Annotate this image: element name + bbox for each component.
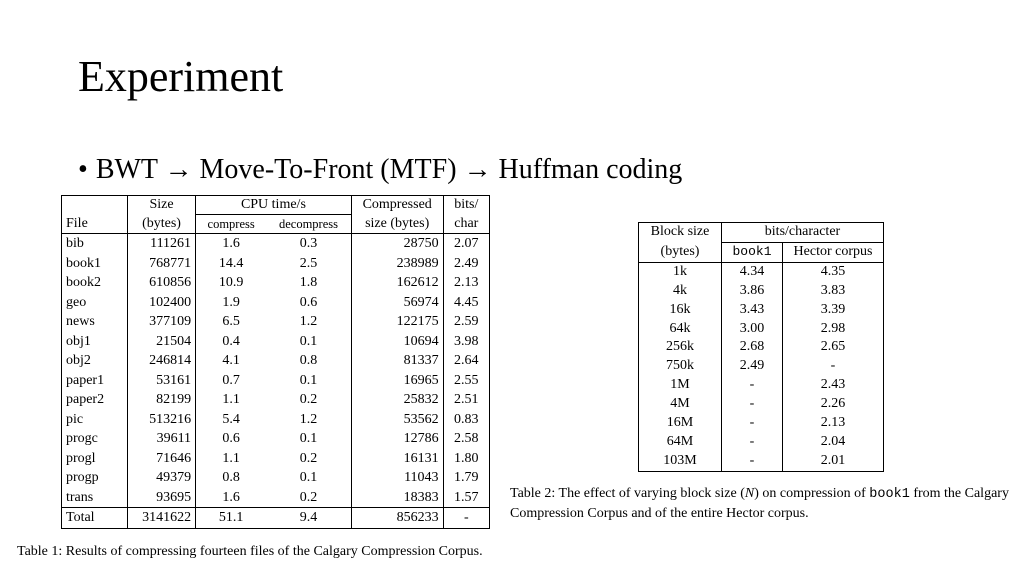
cell-file: obj1 (62, 332, 128, 352)
header-file-spacer (62, 196, 128, 215)
cell-bits-per-char: 2.07 (454, 236, 479, 251)
cell-decompress-time: 0.6 (266, 293, 351, 313)
cell-compressed-size: 25832 (351, 390, 443, 410)
cell-compressed-size: 856233 (351, 508, 443, 529)
cell-decompress-time: 0.2 (266, 390, 351, 410)
table-row (62, 351, 490, 371)
header-bits-bottom: char (443, 215, 489, 234)
table-row (62, 390, 490, 410)
cell-hector-bpc: 2.43 (820, 377, 846, 393)
cell-size: 377109 (128, 312, 196, 332)
cell-compress-time: 14.4 (218, 255, 244, 271)
compression-results-table (61, 195, 490, 529)
cell-decompress-time: 0.3 (266, 234, 351, 254)
cell-block-size: 750k (639, 357, 722, 376)
cell-file: trans (62, 488, 128, 508)
cell-block-size: 103M (639, 452, 722, 471)
cell-bits-per-char: 1.57 (454, 489, 479, 505)
header-compress: compress (196, 215, 267, 234)
cell-file: book2 (62, 273, 128, 293)
cell-compress-time: 1.6 (222, 489, 240, 505)
cell-compressed-size: 53562 (351, 410, 443, 430)
cell-compress-time: 0.4 (222, 333, 240, 349)
cell-decompress-time: 1.2 (266, 312, 351, 332)
cell-block-size: 64M (639, 433, 722, 452)
cell-compress-time: 1.6 (222, 236, 240, 251)
cell-file: paper2 (62, 390, 128, 410)
cell-size: 39611 (128, 429, 196, 449)
header-hector-corpus: Hector corpus (783, 242, 884, 262)
cell-hector-bpc: 2.65 (820, 339, 846, 355)
cell-hector-bpc: 2.13 (820, 415, 846, 431)
table1-header-row-1 (62, 196, 490, 215)
cell-file: obj2 (62, 351, 128, 371)
cell-hector-bpc: 2.26 (820, 396, 846, 412)
cell-book1-bpc: 2.49 (722, 357, 783, 376)
header-bits-per-character: bits/character (722, 223, 884, 243)
table-row (62, 429, 490, 449)
cell-hector-bpc: - (830, 358, 836, 374)
cell-bits-per-char: 4.45 (454, 294, 479, 310)
cell-bits-per-char: 2.64 (454, 353, 479, 368)
cell-file: progc (62, 429, 128, 449)
cell-size: 93695 (128, 488, 196, 508)
table-row (639, 338, 884, 357)
cell-size: 49379 (128, 468, 196, 488)
header-block-size: Block size (639, 223, 722, 243)
cell-compress-time: 6.5 (222, 314, 240, 329)
cell-bits-per-char: 3.98 (454, 333, 479, 349)
cell-book1-bpc: 4.34 (722, 262, 783, 281)
cell-bits-per-char: 1.79 (454, 470, 479, 485)
cell-compressed-size: 10694 (351, 332, 443, 352)
cell-compressed-size: 16965 (351, 371, 443, 391)
table-total-row (62, 508, 490, 529)
cell-decompress-time: 0.8 (266, 351, 351, 371)
cell-compressed-size: 18383 (351, 488, 443, 508)
cell-bits-per-char: 2.59 (454, 314, 479, 329)
cell-hector-bpc: 2.98 (820, 320, 846, 336)
cell-hector-bpc: 3.83 (820, 282, 846, 298)
cell-compress-time: 0.7 (222, 372, 240, 388)
cell-decompress-time: 0.2 (266, 449, 351, 469)
table-row (639, 395, 884, 414)
slide-title: Experiment (78, 52, 284, 101)
cell-decompress-time: 1.8 (266, 273, 351, 293)
table-row (62, 273, 490, 293)
caption2-part2: ) on compression of (754, 486, 870, 501)
cell-decompress-time: 0.2 (266, 488, 351, 508)
cell-bits-per-char: - (443, 508, 489, 529)
cell-file: progp (62, 468, 128, 488)
table-row (639, 376, 884, 395)
caption2-part3: from the Calgary Compression Corpus and of the entire Hector corpus. (510, 486, 1009, 521)
cell-compress-time: 4.1 (222, 353, 240, 368)
header-bits-top: bits/ (454, 197, 479, 213)
cell-decompress-time: 9.4 (266, 508, 351, 529)
cell-size: 71646 (128, 449, 196, 469)
table-row (639, 282, 884, 301)
caption2-part1: Table 2: The effect of varying block size ( (510, 486, 745, 501)
header-book1: book1 (722, 242, 783, 262)
header-size-top: Size (128, 196, 196, 215)
cell-block-size: 4k (639, 282, 722, 301)
cell-file: geo (62, 293, 128, 313)
table2-header-row-2 (639, 242, 884, 262)
caption2-mono: book1 (869, 487, 910, 502)
cell-compress-time: 5.4 (222, 411, 240, 427)
cell-compressed-size: 162612 (351, 273, 443, 293)
table-row (639, 357, 884, 376)
cell-compressed-size: 16131 (351, 449, 443, 469)
cell-compressed-size: 12786 (351, 429, 443, 449)
cell-bits-per-char: 2.55 (454, 372, 479, 388)
cell-book1-bpc: 3.86 (722, 282, 783, 301)
table-row (62, 312, 490, 332)
cell-size: 768771 (128, 254, 196, 274)
cell-block-size: 4M (639, 395, 722, 414)
cell-size: 21504 (128, 332, 196, 352)
cell-compress-time: 10.9 (218, 275, 244, 290)
cell-file: Total (62, 508, 128, 529)
header-file: File (62, 215, 128, 234)
caption2-n: N (744, 486, 755, 501)
cell-bits-per-char: 2.13 (454, 275, 479, 290)
cell-book1-bpc: 3.00 (722, 320, 783, 339)
cell-hector-bpc: 4.35 (820, 263, 846, 279)
cell-hector-bpc: 3.39 (820, 301, 846, 317)
cell-compressed-size: 11043 (351, 468, 443, 488)
table-row (639, 301, 884, 320)
table-row (639, 433, 884, 452)
cell-block-size: 16M (639, 414, 722, 433)
table-row (62, 371, 490, 391)
cell-block-size: 64k (639, 320, 722, 339)
bullet-marker: • (78, 154, 88, 185)
table1-caption: Table 1: Results of compressing fourteen files of the Calgary Compression Corpus. (17, 544, 483, 559)
cell-decompress-time: 0.1 (266, 332, 351, 352)
cell-compressed-size: 28750 (351, 234, 443, 254)
cell-compressed-size: 81337 (351, 351, 443, 371)
table-row (62, 449, 490, 469)
cell-block-size: 1M (639, 376, 722, 395)
cell-size: 111261 (128, 234, 196, 254)
table-row (62, 488, 490, 508)
table-row (639, 320, 884, 339)
table-row (62, 234, 490, 254)
header-block-bytes: (bytes) (639, 242, 722, 262)
cell-book1-bpc: 3.43 (722, 301, 783, 320)
cell-decompress-time: 2.5 (266, 254, 351, 274)
table-row (62, 254, 490, 274)
table-row (639, 452, 884, 471)
cell-compress-time: 51.1 (196, 508, 267, 529)
cell-book1-bpc: - (722, 452, 783, 471)
cell-compressed-size: 56974 (351, 293, 443, 313)
table-row (62, 468, 490, 488)
header-compressed-bottom: size (bytes) (351, 215, 443, 234)
cell-size: 53161 (128, 371, 196, 391)
cell-size: 3141622 (128, 508, 196, 529)
cell-block-size: 256k (639, 338, 722, 357)
table-row (62, 293, 490, 313)
table1-header-row-2 (62, 215, 490, 234)
cell-size: 513216 (128, 410, 196, 430)
cell-compress-time: 1.1 (222, 450, 240, 466)
cell-file: paper1 (62, 371, 128, 391)
cell-bits-per-char: 0.83 (454, 411, 479, 427)
table-row (639, 414, 884, 433)
cell-decompress-time: 0.1 (266, 429, 351, 449)
cell-bits-per-char: 1.80 (454, 450, 479, 466)
block-size-table (638, 222, 884, 472)
table-row (639, 262, 884, 281)
bullet-point (78, 156, 682, 184)
cell-file: book1 (62, 254, 128, 274)
cell-size: 610856 (128, 273, 196, 293)
cell-decompress-time: 0.1 (266, 371, 351, 391)
header-cpu-time: CPU time/s (196, 196, 352, 215)
cell-book1-bpc: - (722, 376, 783, 395)
cell-bits-per-char: 2.58 (454, 431, 479, 446)
cell-bits-per-char: 2.51 (454, 392, 479, 407)
cell-book1-bpc: - (722, 395, 783, 414)
cell-decompress-time: 0.1 (266, 468, 351, 488)
cell-file: bib (62, 234, 128, 254)
cell-book1-bpc: - (722, 414, 783, 433)
cell-compressed-size: 238989 (351, 254, 443, 274)
cell-file: pic (62, 410, 128, 430)
header-compressed-top: Compressed (351, 196, 443, 215)
cell-compress-time: 1.1 (222, 392, 240, 407)
cell-size: 82199 (128, 390, 196, 410)
table2-caption (510, 484, 1015, 523)
bullet-text: BWT → Move-To-Front (MTF) → Huffman coding (95, 154, 683, 185)
cell-hector-bpc: 2.04 (820, 433, 846, 449)
cell-compress-time: 0.8 (222, 470, 240, 485)
cell-bits-per-char: 2.49 (454, 255, 479, 271)
table-row (62, 410, 490, 430)
cell-block-size: 1k (639, 262, 722, 281)
cell-size: 246814 (128, 351, 196, 371)
cell-block-size: 16k (639, 301, 722, 320)
cell-compressed-size: 122175 (351, 312, 443, 332)
header-size-bottom: (bytes) (128, 215, 196, 234)
table2-header-row-1 (639, 223, 884, 243)
cell-book1-bpc: - (722, 433, 783, 452)
header-decompress: decompress (266, 215, 351, 234)
cell-file: news (62, 312, 128, 332)
cell-book1-bpc: 2.68 (722, 338, 783, 357)
cell-size: 102400 (128, 293, 196, 313)
cell-compress-time: 0.6 (222, 431, 240, 446)
cell-file: progl (62, 449, 128, 469)
table-row (62, 332, 490, 352)
cell-hector-bpc: 2.01 (820, 452, 846, 468)
cell-decompress-time: 1.2 (266, 410, 351, 430)
cell-compress-time: 1.9 (222, 294, 240, 310)
